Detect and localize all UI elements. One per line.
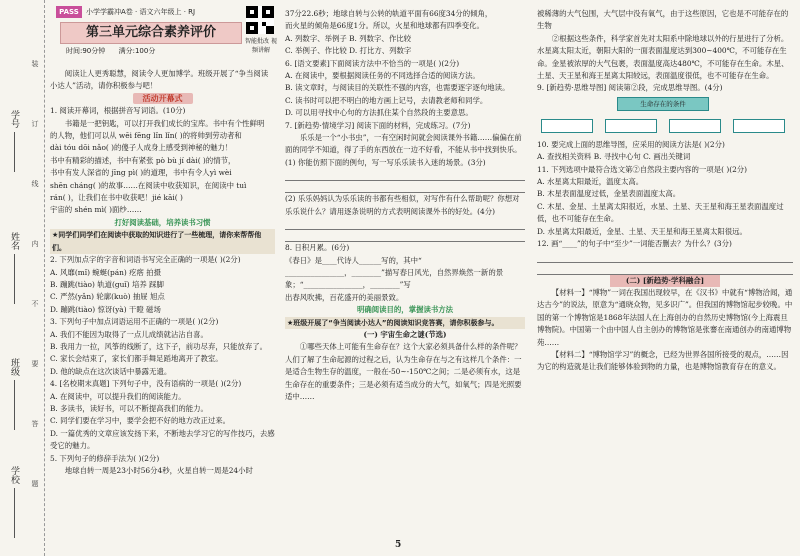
time-limit: 时间:90分钟 <box>66 47 106 55</box>
option-item[interactable]: C. 举例子、作比较 D. 打比方、列数字 <box>285 46 412 56</box>
q8-line-3: 出春风吹拂，百花盛开的美丽景致。 <box>285 292 404 302</box>
question-12: 12. 画“____”的句子中“至少”一词能否删去？为什么？(3分) <box>537 239 732 249</box>
option-item[interactable]: D. 蹦跳(tiào) 惊讶(yà) 干瞪 磁场 <box>50 304 161 314</box>
q5-line-3: 而火星的倾角是66度1分。所以，火星和地球都有四季变化。 <box>285 21 484 31</box>
question-2: 2. 下列加点字的字音和词语书写完全正确的一项是( )(2分) <box>50 255 241 265</box>
passage-1-title: (一) 宇宙生命之谜(节选) <box>363 329 447 339</box>
cut-line-char: 答 <box>31 420 39 427</box>
material-2: 【材料二】“博物馆学习”的概念，已经为世界各国所接受的观点，……因为它的构造就是让我们能够体验到物的力量，也是博物馆教育存在的意义。 <box>537 349 789 372</box>
option-item[interactable]: C. 严然(yǎn) 轮廓(kuò) 抽屉 旭点 <box>50 292 165 302</box>
material-1: 【材料一】“博物”一词在我国出现较早，在《汉书》中就有“博物洽闻，通达古今”的说法，原意为“通晓众物，见多识广”。但我国的博物馆起步较晚。中国的第一个博物馆是1868年法国人在上海创办的自然历史博物馆(今上海震旦博物院)。中国第一个由中国人自主创办的博物馆是张謇在南通创办的南通博物苑…… <box>537 287 793 347</box>
option-item[interactable]: A. 风靡(mǐ) 蜿蜒(pán) 疙瘩 拍摄 <box>50 267 162 277</box>
series-title: 小学学霸冲A卷 · 语文六年级上 · RJ <box>86 8 196 16</box>
q7-part-1: (1) 你能仿照下面的例句，写一写乐乐读书入迷的场景。(3分) <box>285 157 486 167</box>
passage-1-para-2: ②根据这些条件，科学家首先对太阳系中除地球以外的行星进行了分析。水星离太阳太近，朝阳大阳的一面表面温度达到300~400℃，不可能存在生命。金星被浓厚的大气包裹，表面温度高达480℃，不可能存在生命。木星、土星、天王星和海王星离太阳较远，表面温度很低，也不可能存在生命。 <box>537 33 789 81</box>
option-item[interactable]: C. 同学们要在学习中，要学会把不好的地方改正过来。 <box>50 416 231 426</box>
option-item[interactable]: B. 蹦跳(tiào) 轨道(guǐ) 培养 踩脚 <box>50 279 164 289</box>
q3-options <box>50 329 275 379</box>
q5-line-1: 地球自转一周是23小时56分4秒，火星自转一周是24小时 <box>64 466 253 475</box>
intro-text: 阅读让人更秀聪慧，阅读令人更加博学。班级开展了“争当阅读小达人”活动，请你积极参与吧！ <box>50 69 269 91</box>
question-11: 11. 下列选项中最符合选文第②自然段主要内容的一项是( )(2分) <box>537 164 748 174</box>
option-item[interactable]: D. 水星离太阳最近，金星、土星、天王星和海王星离太阳很远。 <box>537 226 747 236</box>
option-item[interactable]: B. 读文章时，与阅读目的关联性不强的内容，也需要逐字逐句地读。 <box>285 83 510 93</box>
column-right <box>537 8 793 374</box>
mind-map-box[interactable] <box>605 119 657 133</box>
q5-options <box>285 33 525 58</box>
option-item[interactable]: A. 我们不能因为取得了一点儿成绩就沾沾自喜。 <box>50 329 208 339</box>
class-line <box>14 380 15 430</box>
cut-line-char: 不 <box>31 300 39 307</box>
cut-line-char: 题 <box>31 480 39 487</box>
q2-options <box>50 267 275 317</box>
section-basics: 打好阅读基础，培养读书习惯 <box>114 217 211 227</box>
exam-header <box>56 6 276 60</box>
section-basics-note: ★同学们同学们在阅读中获取的知识进行了一些梳理，请你来帮帮他们。 <box>50 229 275 254</box>
option-item[interactable]: A. 在阅读中，要根据阅读任务的不同选择合适的阅读方法。 <box>285 71 480 81</box>
question-10: 10. 要完成上面的思维导图，应采用的阅读方法是( )(2分) <box>537 139 725 149</box>
mind-map <box>537 95 793 139</box>
passage-1-para-1: ①哪些天体上可能有生命存在？这个大家必须具备什么样的条件呢？人们了解了生命起源的过程之后，认为生命存在与之有这样几个条件：一是适合生物生存的温度，一般在-50~-150℃之间；二是必须有水，这是生命存在的重要条件；三是必须有适当成分的大气，如氧气；四是光照要适中…… <box>285 342 522 401</box>
option-item[interactable]: C. 木星、金星、土星离太阳很近，水星、土星、天王星和海王星表面温度过低，也不可能存在生命。 <box>537 201 784 224</box>
option-item[interactable]: D. 可以用寻找中心句的方法抓住某个自然段的主要意思。 <box>285 108 473 118</box>
cut-line-char: 内 <box>31 240 39 247</box>
column-left <box>50 68 275 477</box>
q1-line-2: 的人物，他们可以从 wēi fēng lǐn lǐn( )的将帅到劳动者和 <box>50 131 242 141</box>
answer-line[interactable] <box>285 218 525 230</box>
option-item[interactable]: B. 我用力一拉，风筝的线断了，这下子，前功尽弃，只能放弃了。 <box>50 341 268 351</box>
q4-options <box>50 391 275 453</box>
mind-map-box[interactable] <box>541 119 593 133</box>
qr-code-icon[interactable] <box>246 6 274 34</box>
name-label: 姓名 <box>9 232 19 250</box>
section-reading-note: ★班级开展了“争当阅读小达人”的阅读知识竞答赛，请你积极参与。 <box>285 317 525 329</box>
q8-line-2: ________________，________”描写春日风光，自然界焕然一新的景象；“________________，________”写 <box>285 267 504 290</box>
option-item[interactable]: C. 家长会结束了，家长们都手舞足蹈地离开了教室。 <box>50 354 223 364</box>
page-title: 第三单元综合素养评价 <box>60 22 242 44</box>
q1-line-1: 书籍是一把钥匙，可以打开我们成长的宝库。书中有个性鲜明 <box>64 118 265 128</box>
q5-line-2: 37分22.6秒；地球自转与公转的轨道平面有66度34分的倾角， <box>285 9 493 18</box>
option-item[interactable]: D. 他的缺点在这次谈话中暴露无遗。 <box>50 366 172 376</box>
answer-line[interactable] <box>285 169 525 181</box>
mind-map-box[interactable] <box>669 119 721 133</box>
cut-line-char: 装 <box>31 60 39 67</box>
section-reading-goal: 明确阅读目的，掌握读书方法 <box>356 305 454 315</box>
section-opening: 活动开幕式 <box>133 93 193 104</box>
question-4: 4. [名校期末真题] 下列句子中，没有语病的一项是( )(2分) <box>50 379 242 389</box>
option-item[interactable]: B. 木星表面温度过低，金星表面温度太高。 <box>537 189 681 199</box>
school-label: 学校 <box>9 466 19 484</box>
q1-line-4: 书中有精彩的描述，书中有紧张 pò bù jí dài( )的情节， <box>50 155 236 165</box>
qr-caption: 智能批改 视频讲解 <box>245 38 277 54</box>
cut-line-char: 线 <box>31 180 39 187</box>
q1-line-6: shēn cháng( )的故事……在阅读中收获知识，在阅读中 tuì <box>50 180 247 190</box>
option-item[interactable]: B. 多读书，读好书，可以不断提高我们的能力。 <box>50 403 208 413</box>
page-number: 5 <box>395 540 402 550</box>
name-line <box>14 254 15 304</box>
question-5: 5. 下列句子的修辞手法为( )(2分) <box>50 453 160 463</box>
question-3: 3. 下列句子中加点词语运用不正确的一项是( )(2分) <box>50 317 219 327</box>
option-item[interactable]: C. 读书时可以把不明白的地方画上记号，去请教老师和同学。 <box>285 95 488 105</box>
q6-options <box>285 70 525 120</box>
cut-line-char: 订 <box>31 120 39 127</box>
brand-logo: PASS <box>56 6 82 18</box>
student-no-line <box>14 132 15 172</box>
mind-map-head: 生命存在的条件 <box>617 97 709 111</box>
question-1: 1. 阅读开幕词，根据拼音写词语。(10分) <box>50 106 186 116</box>
q7-passage: 乐乐是一个“小书虫”，一有空闲时间就会阅读课外书籍……偏偏在前面的同学不知道，得了手的东西放在一边不好看，不能从书中找到快乐。 <box>285 133 522 155</box>
exam-meta <box>66 46 155 56</box>
binding-margin <box>0 0 45 556</box>
full-score: 满分:100分 <box>118 47 156 55</box>
answer-line[interactable] <box>537 251 793 263</box>
option-item[interactable]: A. 在阅读中，可以提升我们的阅读能力。 <box>50 391 186 401</box>
option-item[interactable]: D. 一篇优秀的文章应该发扬下来，不断地去学习它的写作技巧，去感受它的魅力。 <box>50 428 275 451</box>
option-item[interactable]: A. 水星离太阳最近，温度太高。 <box>537 177 644 187</box>
question-6: 6. [语文要素]下面阅读方法中不恰当的一项是( )(2分) <box>285 58 460 68</box>
q7-part-2: (2) 乐乐妈妈认为乐乐读的书都有些相似，对写作有什么帮助呢？你想对乐乐说什么？请用逐条说明的方式表明阅读课外书的好处。(4分) <box>285 194 520 216</box>
q1-line-3: dài tóu dōi nǎo( )的傻子人成身上感受到神秘的魅力！ <box>50 143 233 153</box>
answer-line[interactable] <box>285 181 525 193</box>
q8-line-1: 《春日》是____代诗人______写的，其中“ <box>285 255 422 265</box>
answer-line[interactable] <box>537 263 793 275</box>
q10-options: A. 查找相关资料 B. 寻找中心句 C. 画出关键词 <box>537 152 691 162</box>
q1-line-5: 书中有发人深省的 jīng pì( )的道理，书中有令人yì wèi <box>50 168 232 178</box>
question-9: 9. [新趋势·思维导图] 阅读第②段，完成思维导图。(4分) <box>537 83 723 93</box>
q1-line-7: rán( )，让我们在书中收获吧！jié kāi( ) <box>50 193 183 203</box>
school-line <box>14 488 15 538</box>
mind-map-box[interactable] <box>733 119 785 133</box>
class-label: 班级 <box>9 358 19 376</box>
q1-line-8: 宇宙的 shén mì( )面纱…… <box>50 205 142 215</box>
student-no-label: 学号 <box>9 110 19 128</box>
passage-1-cont: 被稀薄的大气包围，大气层中没有氧气，由于这些原因，它也是不可能存在的生物 <box>537 9 789 31</box>
cut-line-char: 要 <box>31 360 39 367</box>
q11-options <box>537 176 793 238</box>
question-8: 8. 日积月累。(6分) <box>285 243 350 253</box>
question-7: 7. [新趋势·情境学习] 阅读下面的材料，完成练习。(7分) <box>285 120 471 130</box>
column-middle <box>285 8 525 403</box>
passage-2-title: (二) [新趋势·学科融合] <box>610 275 720 287</box>
answer-line[interactable] <box>285 230 525 242</box>
option-item[interactable]: A. 列数字、举例子 B. 列数字、作比较 <box>285 33 411 43</box>
